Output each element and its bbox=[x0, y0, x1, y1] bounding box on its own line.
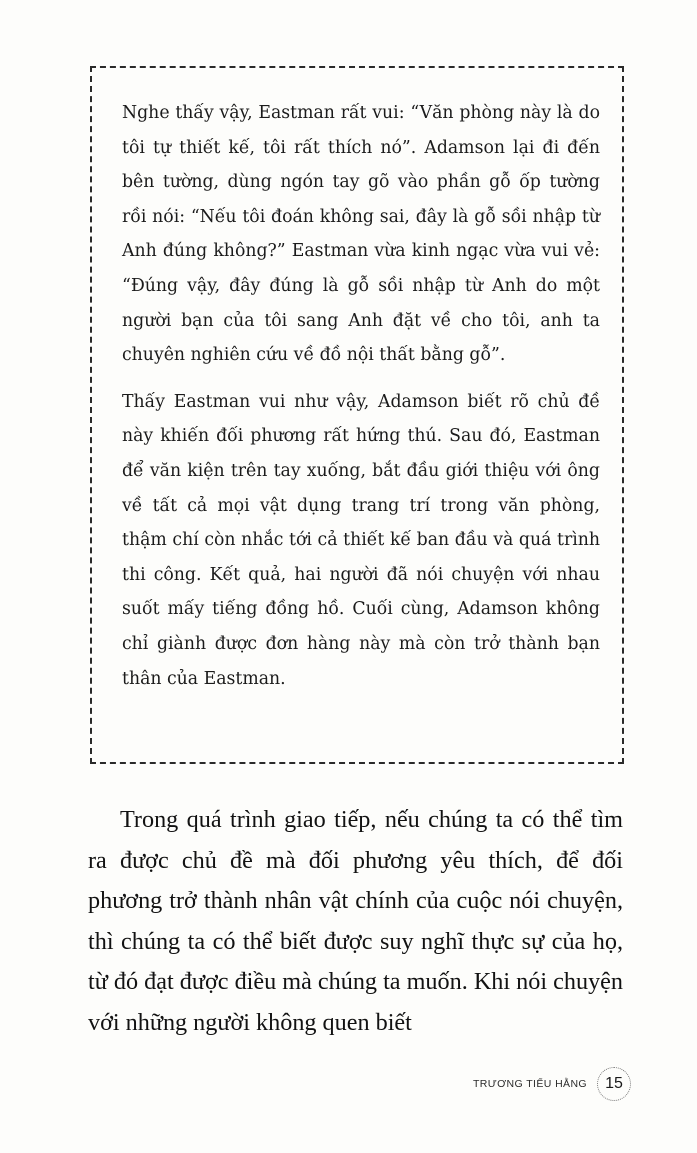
body-paragraph: Trong quá trình giao tiếp, nếu chúng ta có thể tìm ra được chủ đề mà đối phương yêu thích, để đối phương trở thành nhân vật chính của cuộc nói chuyện, thì chúng ta có thể biết được suy nghĩ thực sự của họ, từ đó đạt được điều mà chúng ta muốn. Khi nói chuyện với những người không quen biết bbox=[88, 806, 623, 1036]
running-footer-author: TRƯƠNG TIỂU HẰNG bbox=[472, 1078, 587, 1090]
story-box bbox=[90, 66, 624, 764]
story-paragraph-1: Nghe thấy vậy, Eastman rất vui: “Văn phòng này là do tôi tự thiết kế, tôi rất thích nó”. Adamson lại đi đến bên tường, dùng ngón tay gõ vào phần gỗ ốp tường rồi nói: “Nếu tôi đoán không sai, đây là gỗ sồi nhập từ Anh đúng không?” Eastman vừa kinh ngạc vừa vui vẻ: “Đúng vậy, đây đúng là gỗ sồi nhập từ Anh do một người bạn của tôi sang Anh đặt về cho tôi, anh ta chuyên nghiên cứu về đồ nội thất bằng gỗ”. bbox=[122, 103, 600, 366]
body-text bbox=[88, 800, 623, 1043]
story-box-text bbox=[122, 96, 600, 696]
page-footer bbox=[473, 1067, 631, 1101]
story-paragraph-2: Thấy Eastman vui như vậy, Adamson biết rõ chủ đề này khiến đối phương rất hứng thú. Sau đó, Eastman để văn kiện trên tay xuống, bắt đầu giới thiệu với ông về tất cả mọi vật dụng trang trí trong văn phòng, thậm chí còn nhắc tới cả thiết kế ban đầu và quá trình thi công. Kết quả, hai người đã nói chuyện với nhau suốt mấy tiếng đồng hồ. Cuối cùng, Adamson không chỉ giành được đơn hàng này mà còn trở thành bạn thân của Eastman. bbox=[122, 391, 600, 689]
page-number: 15 bbox=[597, 1067, 631, 1101]
